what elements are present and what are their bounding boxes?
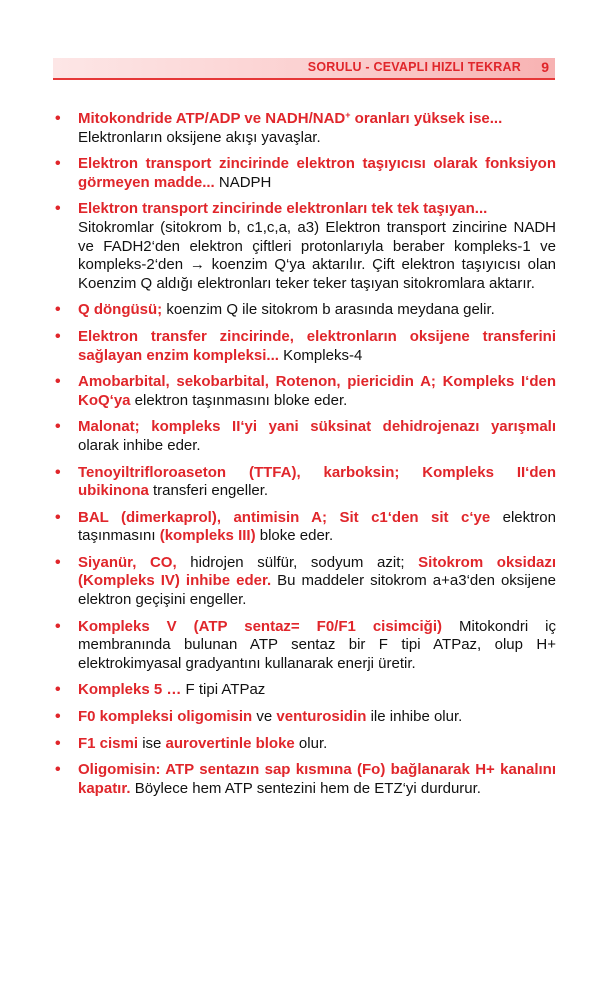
item-heading-cont: Sitokrom oksidazı (Kompleks IV) inhibe eder. xyxy=(78,553,556,590)
item-heading: F0 kompleksi oligomisin xyxy=(78,708,253,726)
item-heading-cont: aurovertinle bloke xyxy=(165,734,295,752)
bullet-icon: • xyxy=(55,373,61,391)
item-text-cont: ile inhibe olur. xyxy=(366,708,463,726)
item-text: Kompleks-4 xyxy=(278,346,363,364)
item-heading: Kompleks 5 … xyxy=(78,681,182,699)
item-heading: BAL (dimerkaprol), antimisin A; Sit c1‘den sit c‘ye xyxy=(78,508,491,526)
item-text: Elektronların oksijene akışı yavaşlar. xyxy=(78,128,321,146)
item-text: ise xyxy=(138,734,166,752)
list-item xyxy=(54,301,556,320)
list-item xyxy=(54,554,556,610)
item-heading: Q döngüsü; xyxy=(78,301,163,319)
item-heading-cont: venturosidin xyxy=(276,708,367,726)
list-item xyxy=(54,155,556,192)
list-item xyxy=(54,761,556,798)
bullet-icon: • xyxy=(55,761,61,779)
item-heading: Tenoyiltrifloroaseton (TTFA), karboksin; Kompleks II‘den ubikinona xyxy=(78,463,556,500)
item-text: koenzim Q ile sitokrom b arasında meydana gelir. xyxy=(162,301,495,319)
bullet-icon: • xyxy=(55,553,61,571)
item-heading-cont: oranları yüksek ise... xyxy=(350,110,503,127)
item-text: elektron taşınmasını xyxy=(78,508,556,545)
bullet-icon: • xyxy=(55,327,61,345)
list-item xyxy=(54,464,556,501)
list-item xyxy=(54,735,556,754)
item-heading: Malonat; kompleks II‘yi yani süksinat dehidrojenazı yarışmalı xyxy=(78,418,556,436)
bullet-icon: • xyxy=(55,708,61,726)
item-text: ve xyxy=(252,708,277,726)
item-heading: Siyanür, CO, xyxy=(78,553,177,571)
item-text-cont: Bu maddeler sitokrom a+a3‘den oksijene elektron geçişini engeller. xyxy=(78,572,556,609)
item-text-cont: olur. xyxy=(294,734,328,752)
item-text: Böylece hem ATP sentezini hem de ETZ‘yi durdurur. xyxy=(130,779,481,797)
bullet-icon: • xyxy=(55,200,61,218)
header-title: SORULU - CEVAPLI HIZLI TEKRAR xyxy=(307,60,521,74)
bullet-icon: • xyxy=(55,110,61,127)
bullet-icon: • xyxy=(55,463,61,481)
list-item xyxy=(54,110,556,147)
item-heading: Amobarbital, sekobarbital, Rotenon, piericidin A; Kompleks I‘den KoQ‘ya xyxy=(78,373,556,409)
page-number: 9 xyxy=(541,59,549,75)
item-text: transferi engeller. xyxy=(148,482,269,500)
list-item xyxy=(54,509,556,546)
list-item xyxy=(54,373,556,410)
item-heading-cont: (kompleks III) xyxy=(159,527,256,545)
item-heading: Oligomisin: ATP sentazın sap kısmına (Fo) bağlanarak H+ kanalını kapatır. xyxy=(78,761,556,797)
arrow-icon: → xyxy=(189,256,205,274)
item-heading: F1 cismi xyxy=(78,734,139,752)
bullet-icon: • xyxy=(55,508,61,526)
item-heading: Kompleks V (ATP sentaz= F0/F1 cisimciği) xyxy=(78,617,443,635)
item-heading: Elektron transport zincirinde elektronları tek tek taşıyan... xyxy=(78,200,488,218)
bullet-icon: • xyxy=(55,418,61,436)
content-list xyxy=(54,110,556,806)
item-text: hidrojen sülfür, sodyum azit; xyxy=(176,553,419,571)
list-item xyxy=(54,328,556,365)
page-header xyxy=(53,58,555,80)
item-text-cont: bloke eder. xyxy=(255,527,334,545)
superscript: + xyxy=(345,110,351,120)
list-item xyxy=(54,200,556,293)
list-item xyxy=(54,681,556,700)
item-heading: Elektron transfer zincirinde, elektronların oksijene transferini sağlayan enzim kompleksi... xyxy=(78,327,556,364)
bullet-icon: • xyxy=(55,681,61,699)
list-item xyxy=(54,708,556,727)
list-item xyxy=(54,618,556,674)
bullet-icon: • xyxy=(55,301,61,319)
item-text-cont: koenzim Q‘ya aktarılır. Çift elektron taşıyıcısı olan Koenzim Q aldığı elektronları teker teker taşıyan sitokromlara aktarır. xyxy=(78,256,557,292)
item-text: elektron taşınmasını bloke eder. xyxy=(130,391,348,409)
item-text: F tipi ATPaz xyxy=(181,681,266,699)
item-heading: Elektron transport zincirinde elektron taşıyıcısı olarak fonksiyon görmeyen madde... xyxy=(78,155,556,191)
item-text: Sitokromlar (sitokrom b, c1,c,a, a3) Elektron transport zincirine NADH ve FADH2‘den elektron çiftleri protonlarıyla beraber kompleks-1 ve kompleks-2‘den xyxy=(78,218,556,274)
item-text: NADPH xyxy=(214,173,272,191)
bullet-icon: • xyxy=(55,734,61,752)
bullet-icon: • xyxy=(55,617,61,635)
item-heading: Mitokondride ATP/ADP ve NADH/NAD xyxy=(78,110,346,127)
bullet-icon: • xyxy=(55,155,61,173)
item-text: olarak inhibe eder. xyxy=(78,436,201,454)
list-item xyxy=(54,418,556,455)
item-text: Mitokondri iç membranında bulunan ATP sentaz bir F tipi ATPaz, olup H+ elektrokimyasal gradyantını kullanarak enerji üretir. xyxy=(78,617,556,672)
